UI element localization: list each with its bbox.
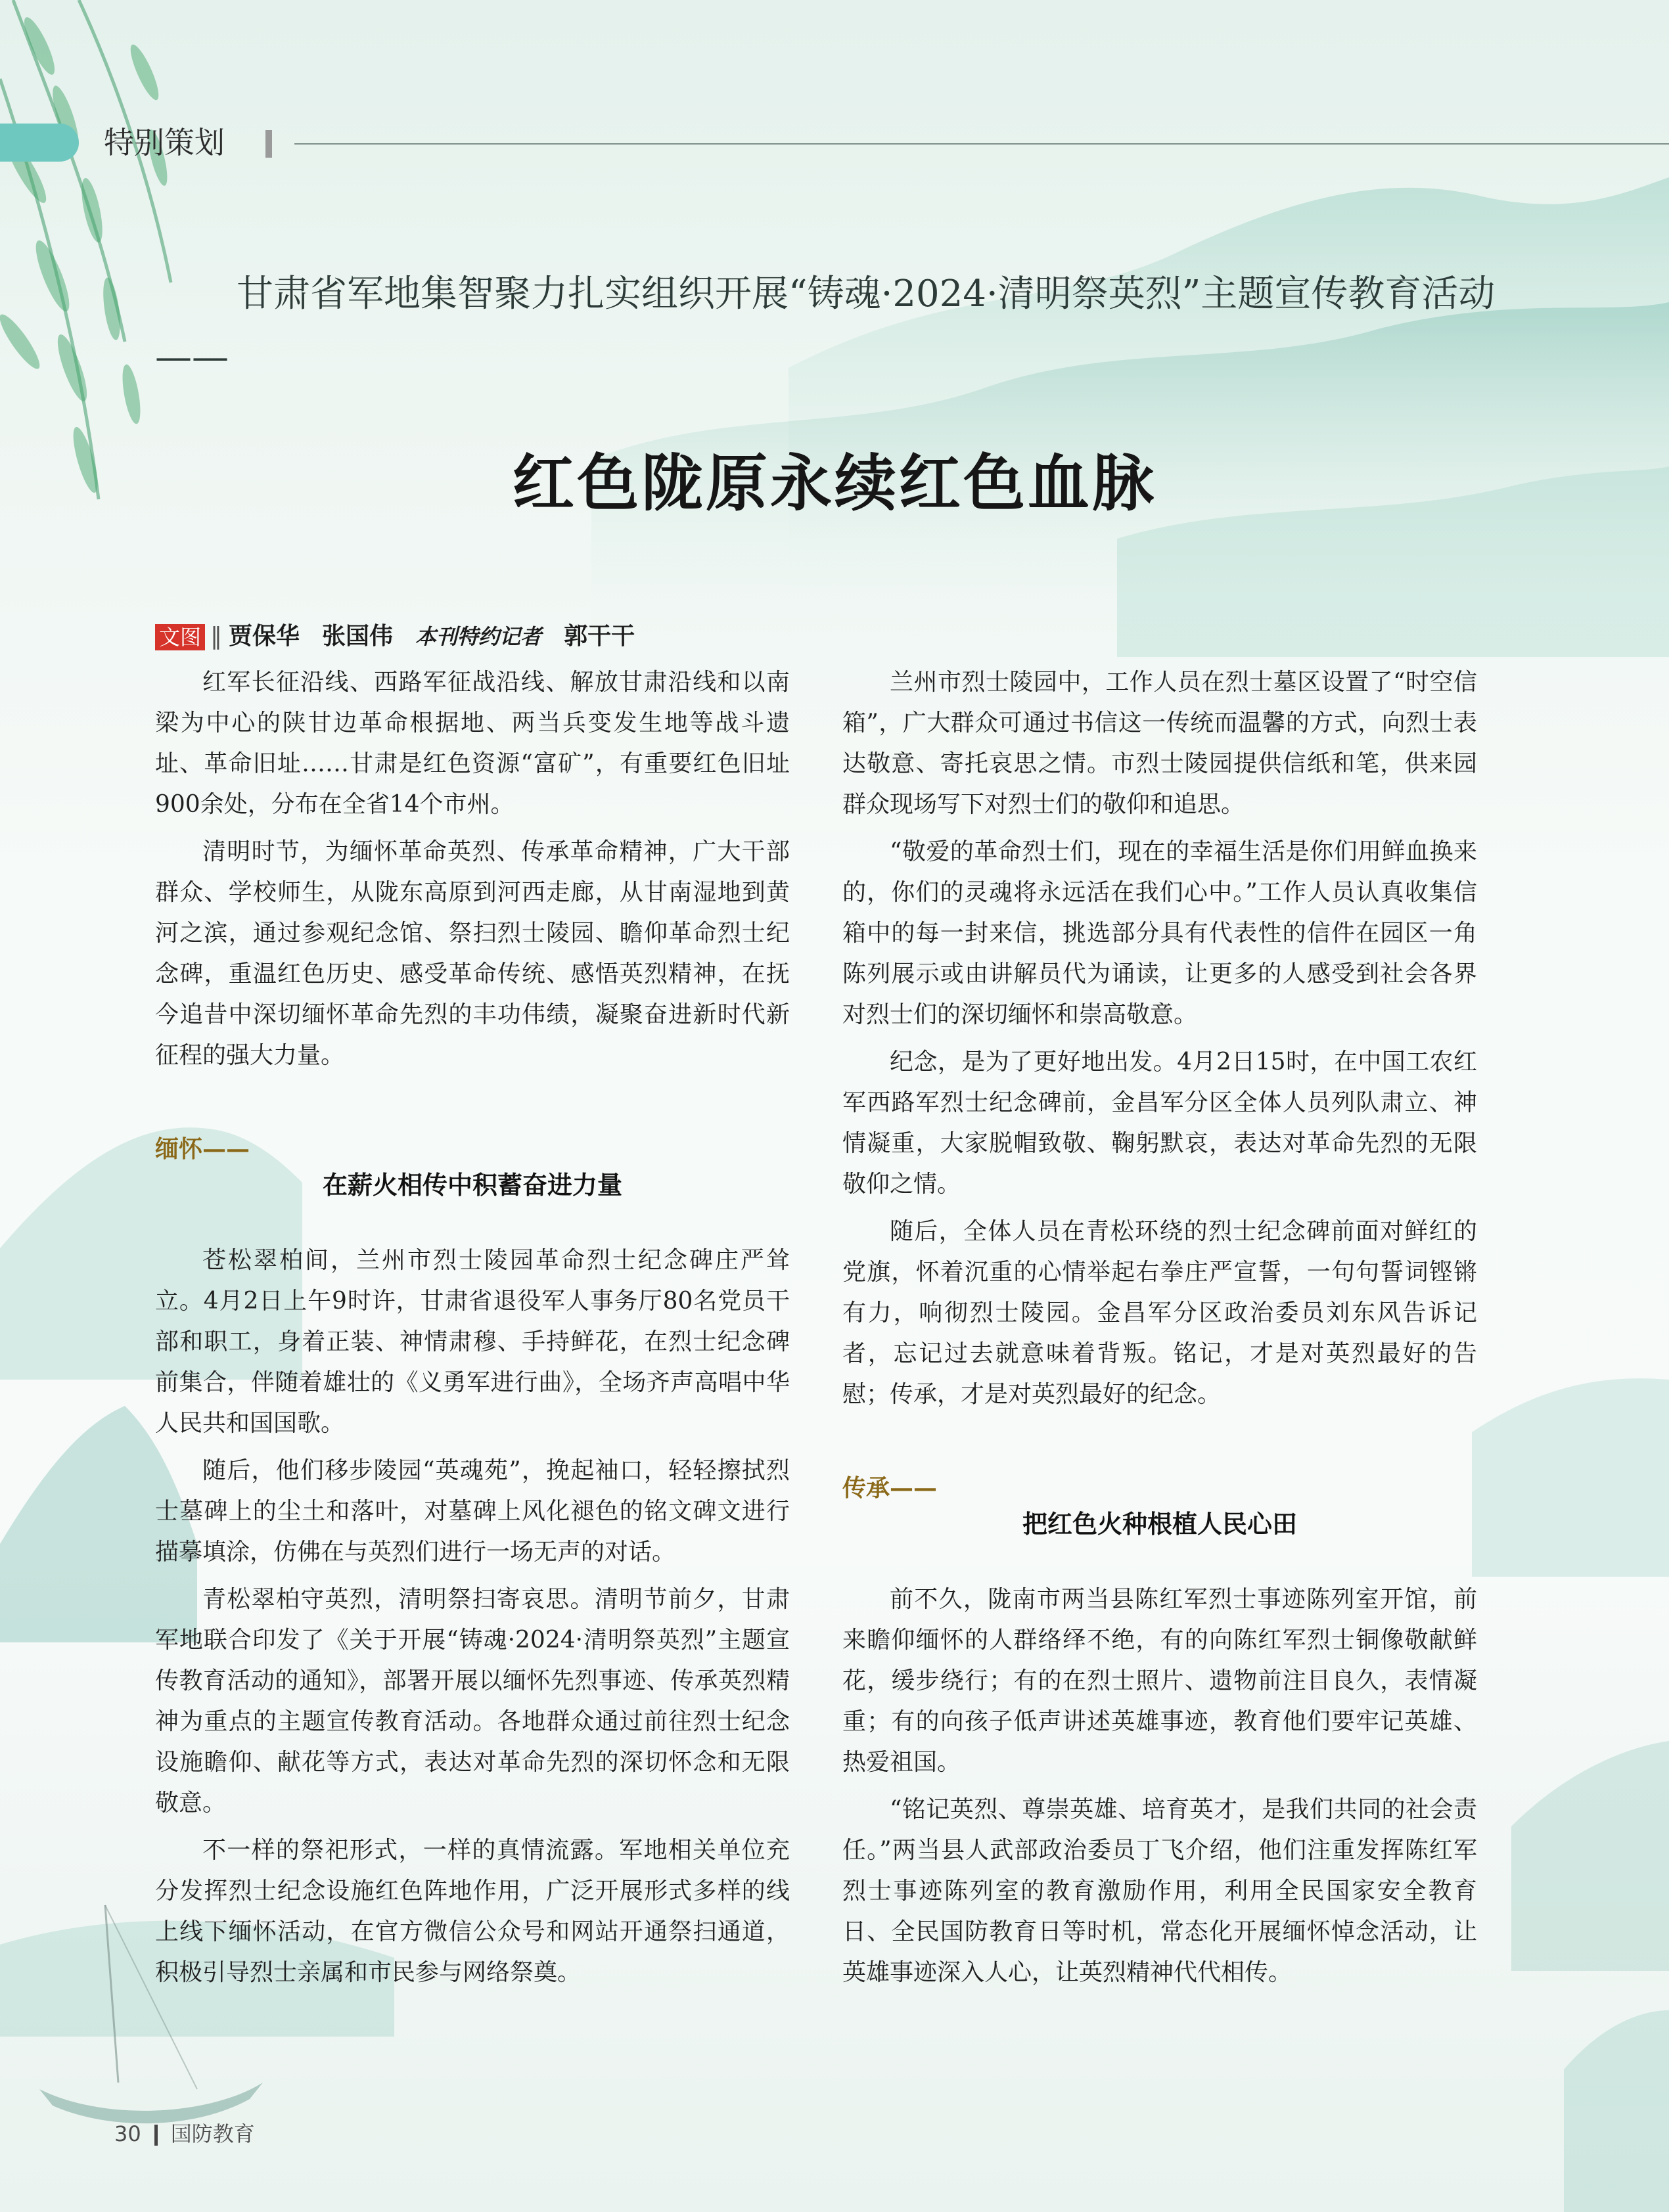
section-heading [155,1133,790,1204]
paragraph: 纪念，是为了更好地出发。4月2日15时，在中国工农红军西路军烈士纪念碑前，金昌军分区全体人员列队肃立、神情凝重，大家脱帽致敬、鞠躬默哀，表达对革命先烈的无限敬仰之情。 [842,1049,1477,1198]
page-footer [114,2117,255,2150]
page-number: 30 [114,2121,141,2146]
footer-separator [154,2125,158,2146]
byline-tag: 文图 [155,624,205,650]
article-subtitle: 甘肃省军地集智聚力扎实组织开展“铸魂·2024·清明祭英烈”主题宣传教育活动—— [155,273,1496,378]
paragraph: 随后，全体人员在青松环绕的烈士纪念碑前面对鲜红的党旗，怀着沉重的心情举起右拳庄严宣誓，一句句誓词铿锵有力，响彻烈士陵园。金昌军分区政治委员刘东风告诉记者，忘记过去就意味着背叛。铭记，才是对英烈最好的告慰；传承，才是对英烈最好的纪念。 [842,1218,1477,1408]
paragraph: 青松翠柏守英烈，清明祭扫寄哀思。清明节前夕，甘肃军地联合印发了《关于开展“铸魂·2024·清明祭英烈”主题宣传教育活动的通知》，部署开展以缅怀先烈事迹、传承英烈精神为重点的主题宣传教育活动。各地群众通过前往烈士纪念设施瞻仰、献花等方式，表达对革命先烈的深切怀念和无限敬意。 [155,1586,790,1817]
right-column [842,662,1477,1993]
author-role: 本刊特约记者 [415,624,542,649]
article-title: 红色陇原永续红色血脉 [512,448,1156,520]
paragraph: “铭记英烈、尊崇英雄、培育英才，是我们共同的社会责任。”两当县人武部政治委员丁飞介绍，他们注重发挥陈红军烈士事迹陈列室的教育激励作用，利用全民国家安全教育日、全民国防教育日等时机，常态化开展缅怀悼念活动，让英雄事迹深入人心，让英烈精神代代相传。 [842,1796,1477,1986]
paragraph: 清明时节，为缅怀革命英烈、传承革命精神，广大干部群众、学校师生，从陇东高原到河西走廊，从甘南湿地到黄河之滨，通过参观纪念馆、祭扫烈士陵园、瞻仰革命烈士纪念碑，重温红色历史、感受革命传统、感悟英烈精神，在抚今追昔中深切缅怀革命先烈的丰功伟绩，凝聚奋进新时代新征程的强大力量。 [155,838,790,1069]
section-title: 在薪火相传中积蓄奋进力量 [322,1171,622,1200]
left-column [155,662,790,1993]
section-keyword: 缅怀—— [155,1135,250,1163]
paragraph: 不一样的祭祀形式，一样的真情流露。军地相关单位充分发挥烈士纪念设施红色阵地作用，广泛开展形式多样的线上线下缅怀活动，在官方微信公众号和网站开通祭扫通道，积极引导烈士亲属和市民参与网络祭奠。 [155,1837,790,1986]
paragraph: “敬爱的革命烈士们，现在的幸福生活是你们用鲜血换来的，你们的灵魂将永远活在我们心中。”工作人员认真收集信箱中的每一封来信，挑选部分具有代表性的信件在园区一角陈列展示或由讲解员代为诵读，让更多的人感受到社会各界对烈士们的深切缅怀和崇高敬意。 [842,838,1477,1028]
paragraph: 兰州市烈士陵园中，工作人员在烈士墓区设置了“时空信箱”，广大群众可通过书信这一传统而温馨的方式，向烈士表达敬意、寄托哀思之情。市烈士陵园提供信纸和笔，供来园群众现场写下对烈士们的敬仰和追思。 [842,669,1477,818]
paragraph: 红军长征沿线、西路军征战沿线、解放甘肃沿线和以南梁为中心的陕甘边革命根据地、两当兵变发生地等战斗遗址、革命旧址……甘肃是红色资源“富矿”，有重要红色旧址900余处，分布在全省14个市州。 [155,669,790,818]
author-name: 郭干干 [564,623,635,650]
section-separator-bar [265,130,272,158]
section-heading [842,1472,1477,1543]
author-name: 张国伟 [322,623,394,650]
paragraph: 随后，他们移步陵园“英魂苑”，挽起袖口，轻轻擦拭烈士墓碑上的尘土和落叶，对墓碑上风化褪色的铭文碑文进行描摹填涂，仿佛在与英烈们进行一场无声的对话。 [155,1457,790,1566]
magazine-name: 国防教育 [170,2121,255,2146]
byline [155,620,635,653]
section-accent-tab [0,124,79,162]
section-keyword: 传承—— [842,1474,938,1502]
header-rule [294,143,1669,145]
author-name: 贾保华 [229,623,300,650]
section-label: 特别策划 [104,125,225,160]
section-title: 把红色火种根植人民心田 [1022,1510,1297,1539]
byline-separator: ‖ [210,623,223,650]
paragraph: 苍松翠柏间，兰州市烈士陵园革命烈士纪念碑庄严耸立。4月2日上午9时许，甘肃省退役军人事务厅80名党员干部和职工，身着正装、神情肃穆、手持鲜花，在烈士纪念碑前集合，伴随着雄壮的《义勇军进行曲》，全场齐声高唱中华人民共和国国歌。 [155,1247,790,1437]
paragraph: 前不久，陇南市两当县陈红军烈士事迹陈列室开馆，前来瞻仰缅怀的人群络绎不绝，有的向陈红军烈士铜像敬献鲜花，缓步绕行；有的在烈士照片、遗物前注目良久，表情凝重；有的向孩子低声讲述英雄事迹，教育他们要牢记英雄、热爱祖国。 [842,1586,1477,1776]
